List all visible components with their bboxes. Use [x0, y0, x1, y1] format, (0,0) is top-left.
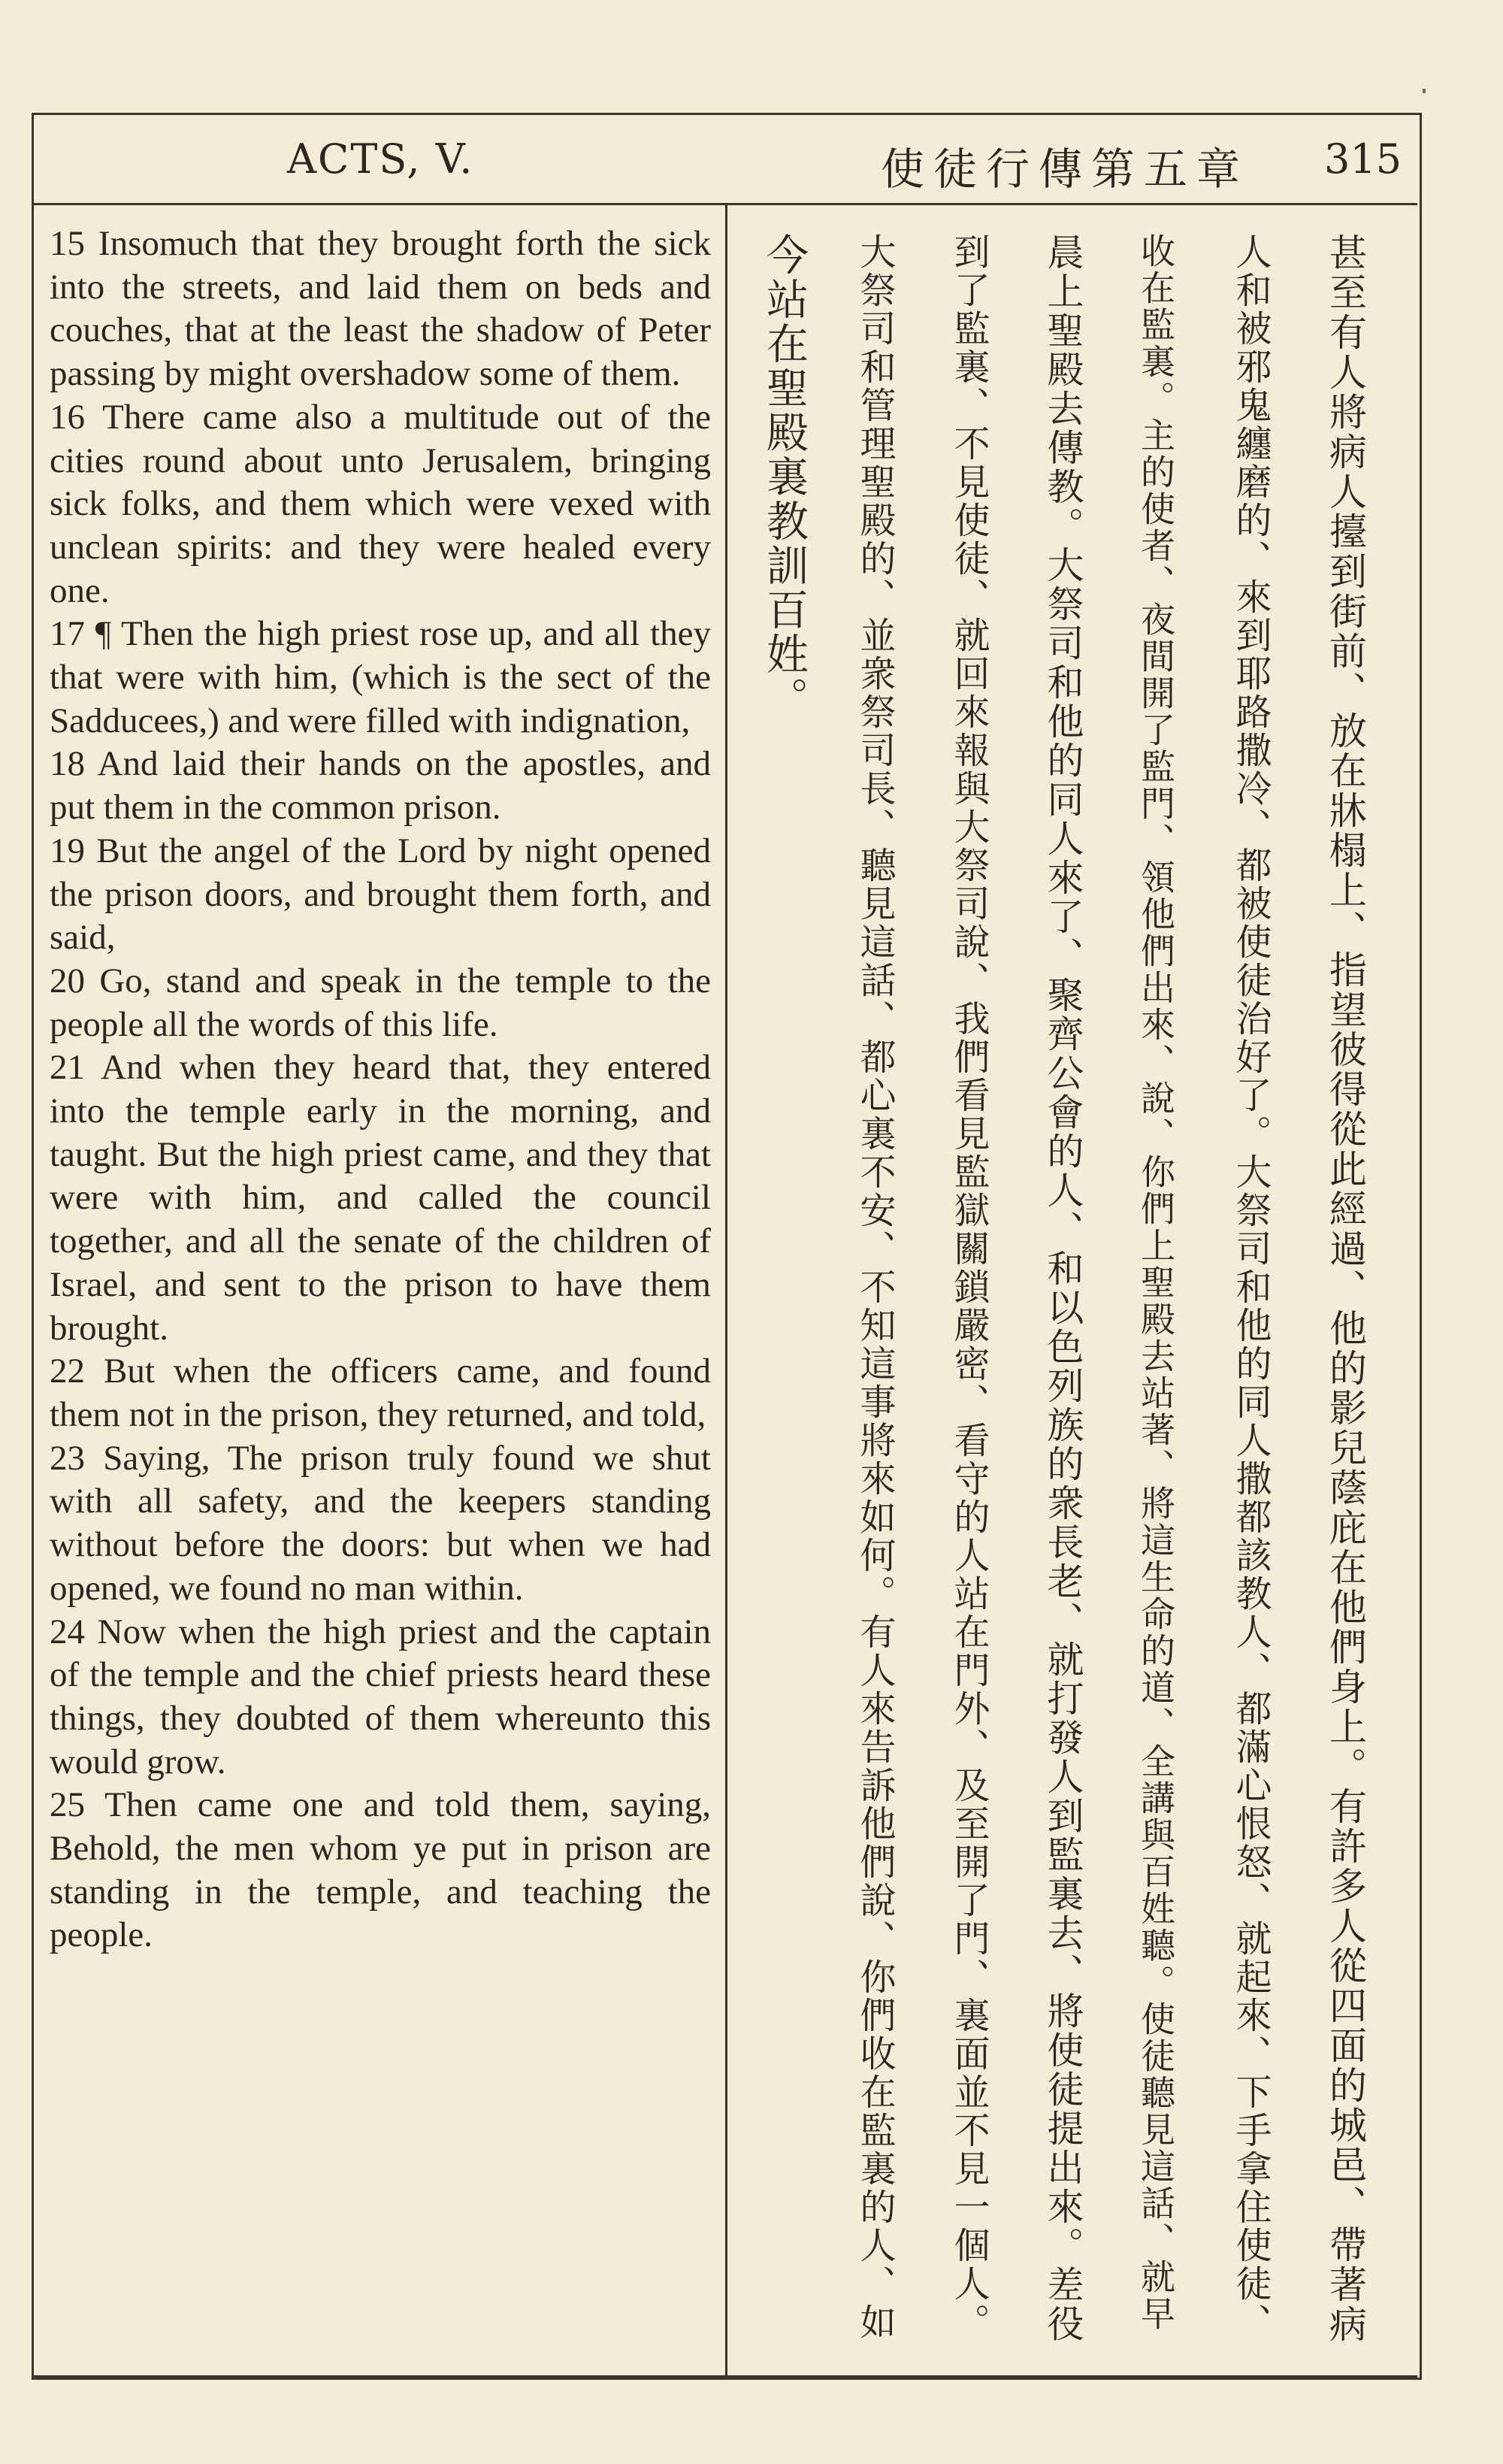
column-divider: [725, 204, 727, 2375]
chinese-line-2: 人和被邪鬼纏磨的、來到耶路撒冷、都被使徒治好了。大祭司和他的同人撒都該教人、都滿心恨怒、就起來、下手拿住使徒、: [1229, 233, 1272, 2341]
verse-22: 22 But when the officers came, and found them not in the prison, they returned, and told,: [50, 1352, 711, 1434]
chinese-line-5: 到了監裏、不見使徒、就回來報與大祭司說、我們看見監獄關鎖嚴密、看守的人站在門外、及至開了門、裏面並不見一個人。: [948, 233, 990, 2341]
page-header: [32, 113, 1417, 205]
verse-24: 24 Now when the high priest and the captain of the temple and the chief priests heard these things, they doubted of them whereunto this would grow.: [50, 1612, 711, 1781]
stray-ink-mark: [1423, 89, 1426, 93]
chinese-line-3: 收在監裏。主的使者、夜間開了監門、領他們出來、說、你們上聖殿去站著、將這生命的道、全講與百姓聽。使徒聽見這話、就早: [1136, 233, 1176, 2332]
verse-18: 18 And laid their hands on the apostles, and put them in the common prison.: [50, 744, 711, 828]
page-number: 315: [1324, 135, 1402, 183]
verse-19: 19 But the angel of the Lord by night opened the prison doors, and brought them forth, and said,: [50, 831, 711, 958]
chinese-text-column: [740, 233, 1394, 2360]
verse-15: 15 Insomuch that they brought forth the sick into the streets, and laid them on beds and couches, that at the least the shadow of Peter passing by might overshadow some of them.: [50, 224, 711, 394]
verse-23: 23 Saying, The prison truly found we shut with all safety, and the keepers standing without before the doors: but when we had opened, we found no man within.: [50, 1438, 711, 1608]
verse-17: 17 ¶ Then the high priest rose up, and all they that were with him, (which is the sect of the Sadducees,) and were filled with indignation,: [50, 614, 711, 740]
chinese-line-7: 今站在聖殿裏教訓百姓。: [760, 233, 809, 721]
page-bottom-rule: [32, 2375, 1417, 2388]
verse-16: 16 There came also a multitude out of the cities round about unto Jerusalem, bringing sick folks, and them which were vexed with unclean spirits: and they were healed every one.: [50, 397, 711, 610]
chinese-line-1: 甚至有人將病人擡到街前、放在牀榻上、指望彼得從此經過、他的影兒蔭庇在他們身上。有許多人從四面的城邑、帶著病: [1323, 233, 1367, 2344]
verse-20: 20 Go, stand and speak in the temple to the people all the words of this life.: [50, 961, 711, 1044]
header-title-english: ACTS, V.: [287, 135, 474, 183]
verse-21: 21 And when they heard that, they entered into the temple early in the morning, and taught. But the high priest came, and they that were with him, and called the council together, and all the senate of the children of Israel, and sent to the prison to have them brought.: [50, 1048, 711, 1348]
header-title-chinese: 使徒行傳第五章: [881, 144, 1250, 195]
verse-25: 25 Then came one and told them, saying, Behold, the men whom ye put in prison are standing in the temple, and teaching the people.: [50, 1785, 711, 1955]
chinese-line-6: 大祭司和管理聖殿的、並衆祭司長、聽見這話、都心裏不安、不知這事將來如何。有人來告訴他們說、你們收在監裏的人、如: [854, 233, 896, 2341]
english-text-column: [50, 222, 711, 1957]
chinese-line-4: 晨上聖殿去傳教。大祭司和他的同人來了、聚齊公會的人、和以色列族的衆長老、就打發人到監裏去、將使徒提出來。差役: [1042, 233, 1084, 2344]
